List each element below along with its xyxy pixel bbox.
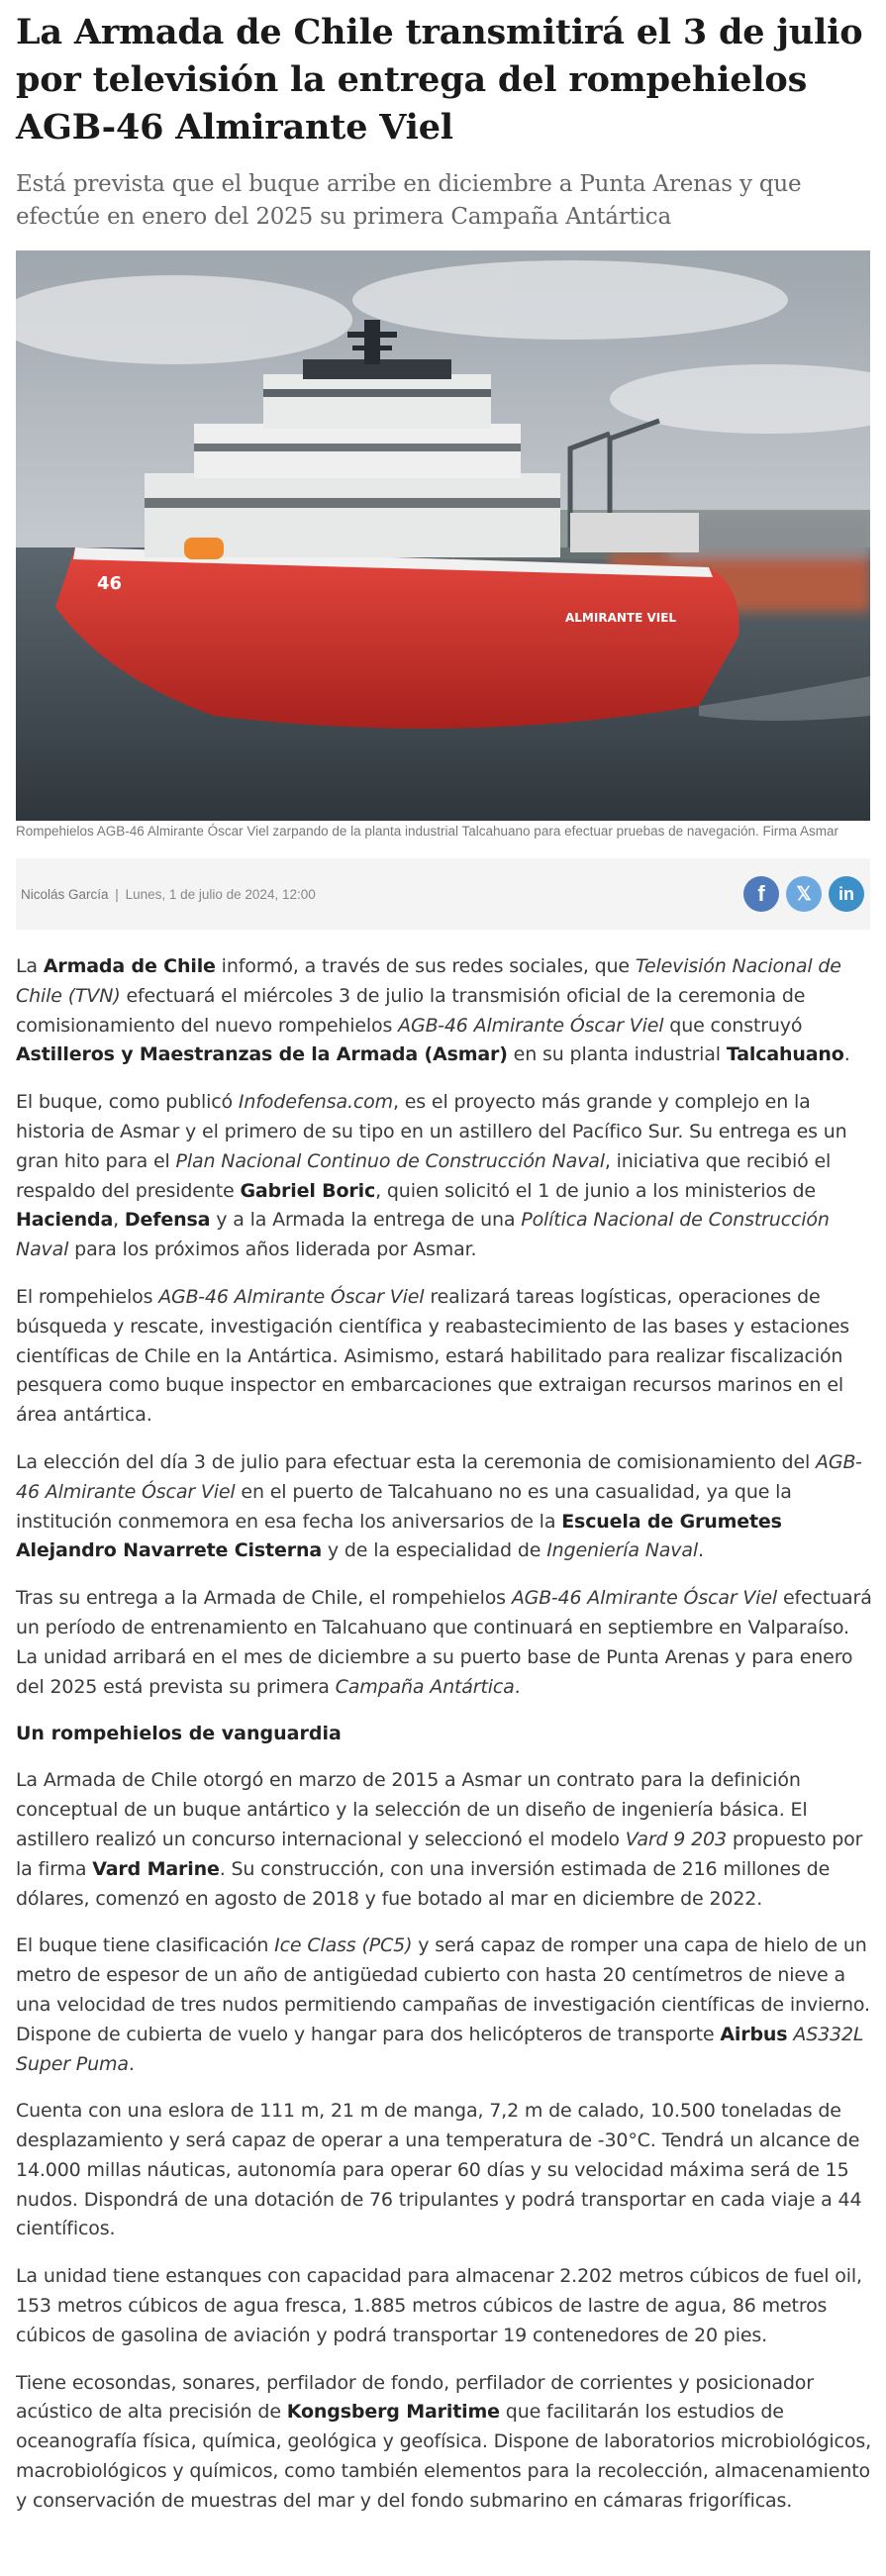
bold-text: Airbus bbox=[720, 2023, 788, 2045]
article-title: La Armada de Chile transmitirá el 3 de julio por televisión la entrega del rompehielos AGB-46 Almirante Viel bbox=[16, 12, 863, 148]
bold-text: Talcahuano bbox=[726, 1043, 844, 1066]
text-run: , iniciativa que recibió el respaldo del presidente bbox=[16, 1149, 832, 1202]
body-paragraph bbox=[16, 1088, 873, 1265]
text-run: . bbox=[128, 2052, 135, 2075]
facebook-share-button[interactable] bbox=[743, 876, 779, 912]
text-run: efectuará el miércoles 3 de julio la transmisión oficial de la ceremonia de comisionamiento del nuevo rompehielos bbox=[16, 984, 806, 1037]
text-run: El buque tiene clasificación bbox=[16, 1934, 275, 1957]
text-run: La bbox=[16, 955, 44, 977]
text-run: . bbox=[514, 1675, 521, 1698]
bold-text: Kongsberg Maritime bbox=[286, 2401, 500, 2424]
italic-text: Plan Nacional Continuo de Construcción Naval bbox=[175, 1149, 605, 1172]
text-run: en el puerto de Talcahuano no es una casualidad, ya que la institución conmemora en esa fecha los aniversarios de la bbox=[16, 1480, 792, 1533]
italic-text: Ice Class (PC5) bbox=[274, 1934, 413, 1957]
body-paragraph bbox=[16, 1584, 873, 1702]
ship-hull-number: 46 bbox=[97, 573, 123, 594]
text-run: Un rompehielos de vanguardia bbox=[16, 1723, 342, 1745]
bold-text: Armada de Chile bbox=[43, 955, 216, 977]
author-name[interactable]: Nicolás García bbox=[21, 886, 109, 902]
text-run: que facilitarán los estudios de oceanografía física, química, geológica y geofísica. Dispone de laboratorios microbiológicos, macrobiológicos y químicos, como también elementos para la recolección, almacenamiento y conservación de muestras del mar y del fondo submarino en cámaras frigoríficas. bbox=[16, 2401, 871, 2512]
text-run: efectuará un período de entrenamiento en Talcahuano que continuará en septiembre en Valparaíso. La unidad arribará en el mes de diciembre a su puerto base de Punta Arenas y para enero del 2025 está prevista su primera bbox=[16, 1587, 872, 1698]
bold-text: Defensa bbox=[124, 1209, 211, 1232]
body-paragraph bbox=[16, 2369, 873, 2517]
bold-text: Hacienda bbox=[16, 1209, 114, 1232]
text-run: La unidad tiene estanques con capacidad para almacenar 2.202 metros cúbicos de fuel oil, 153 metros cúbicos de agua fresca, 1.885 metros cúbicos de lastre de agua, 86 metros cúbicos de gasolina de aviación y podrá transportar 19 contenedores de 20 pies. bbox=[16, 2265, 862, 2346]
meta-separator: | bbox=[115, 886, 119, 902]
text-run: El rompehielos bbox=[16, 1285, 159, 1308]
text-run: y a la Armada la entrega de una bbox=[210, 1209, 522, 1232]
text-run: La elección del día 3 de julio para efectuar esta la ceremonia de comisionamiento del bbox=[16, 1450, 817, 1473]
italic-text: Política Nacional de Construcción Naval bbox=[16, 1209, 830, 1261]
body-paragraph bbox=[16, 1283, 873, 1431]
linkedin-icon: in bbox=[838, 883, 854, 904]
bold-text: Vard Marine bbox=[92, 1857, 220, 1880]
text-run: para los próximos años liderada por Asmar. bbox=[68, 1238, 477, 1261]
text-run: y será capaz de romper una capa de hielo de un metro de espesor de un año de antigüedad cubierto con hasta 20 centímetros de nieve a una velocidad de tres nudos permitiendo campañas de investigación científicas de invierno. Dispone de cubierta de vuelo y hangar para dos helicópteros de transporte bbox=[16, 1934, 870, 2045]
linkedin-share-button[interactable] bbox=[829, 876, 864, 912]
bold-text: Escuela de Grumetes Alejandro Navarrete Cisterna bbox=[16, 1510, 782, 1562]
italic-text: Vard 9 203 bbox=[625, 1828, 727, 1850]
x-share-button[interactable] bbox=[786, 876, 822, 912]
ship-name-text: ALMIRANTE VIEL bbox=[565, 611, 677, 625]
share-buttons bbox=[743, 876, 864, 912]
section-heading bbox=[16, 1720, 873, 1748]
text-run: que construyó bbox=[663, 1014, 803, 1037]
italic-text: AGB-46 Almirante Óscar Viel bbox=[16, 1450, 862, 1503]
text-run: , bbox=[113, 1209, 125, 1232]
article-figure bbox=[16, 250, 870, 840]
bold-text: Gabriel Boric bbox=[240, 1179, 376, 1202]
text-run: El buque, como publicó bbox=[16, 1091, 239, 1114]
italic-text: Campaña Antártica bbox=[335, 1675, 515, 1698]
italic-text: AS332L Super Puma bbox=[16, 2023, 864, 2075]
text-run: en su planta industrial bbox=[507, 1043, 727, 1066]
text-run: propuesto por la firma bbox=[16, 1828, 863, 1880]
text-run: , quien solicitó el 1 de junio a los ministerios de bbox=[375, 1179, 816, 1202]
article-meta-bar bbox=[16, 858, 870, 930]
text-run: La Armada de Chile otorgó en marzo de 2015 a Asmar un contrato para la definición conceptual de un buque antártico y la selección de un diseño de ingeniería básica. El astillero realizó un concurso internacional y seleccionó el modelo bbox=[16, 1769, 808, 1850]
text-run: . bbox=[698, 1539, 704, 1562]
article-subtitle: Está prevista que el buque arribe en diciembre a Punta Arenas y que efectúe en enero del 2025 su primera Campaña Antártica bbox=[16, 171, 802, 230]
text-run: Tras su entrega a la Armada de Chile, el rompehielos bbox=[16, 1587, 512, 1610]
facebook-icon: f bbox=[757, 881, 765, 906]
body-paragraph bbox=[16, 952, 873, 1070]
text-run: . Su construcción, con una inversión estimada de 216 millones de dólares, comenzó en agosto de 2018 y fue botado al mar en diciembre de 2022. bbox=[16, 1857, 831, 1910]
text-run: y de la especialidad de bbox=[322, 1539, 547, 1562]
body-paragraph bbox=[16, 2262, 873, 2350]
ship-photo bbox=[16, 250, 870, 821]
image-caption: Rompehielos AGB-46 Almirante Óscar Viel zarpando de la planta industrial Talcahuano para efectuar pruebas de navegación. Firma Asmar bbox=[16, 824, 838, 839]
text-run: informó, a través de sus redes sociales, que bbox=[215, 955, 636, 977]
italic-text: AGB-46 Almirante Óscar Viel bbox=[511, 1587, 778, 1610]
body-paragraph bbox=[16, 1766, 873, 1914]
italic-text: Televisión Nacional de Chile (TVN) bbox=[16, 955, 841, 1007]
bold-text: Astilleros y Maestranzas de la Armada (Asmar) bbox=[16, 1043, 508, 1066]
text-run: realizará tareas logísticas, operaciones de búsqueda y rescate, investigación científica y reabastecimiento de las bases y estaciones científicas de Chile en la Antártica. Asimismo, estará habilitado para realizar fiscalización pesquera como buque inspector en embarcaciones que extraigan recursos marinos en el área antártica. bbox=[16, 1285, 849, 1427]
publish-date: Lunes, 1 de julio de 2024, 12:00 bbox=[125, 886, 316, 902]
italic-text: Ingeniería Naval bbox=[546, 1539, 698, 1562]
text-run: , es el proyecto más grande y complejo en la historia de Asmar y el primero de su tipo en un astillero del Pacífico Sur. Su entrega es un gran hito para el bbox=[16, 1091, 847, 1172]
text-run: . bbox=[843, 1043, 850, 1066]
text-run: Cuenta con una eslora de 111 m, 21 m de manga, 7,2 m de calado, 10.500 toneladas de desplazamiento y será capaz de operar a una temperatura de -30°C. Tendrá un alcance de 14.000 millas náuticas, autonomía para operar 60 días y su velocidad máxima será de 15 nudos. Dispondrá de una dotación de 76 tripulantes y podrá transportar en cada viaje a 44 científicos. bbox=[16, 2100, 862, 2240]
text-run: Tiene ecosondas, sonares, perfilador de fondo, perfilador de corrientes y posicionador acústico de alta precisión de bbox=[16, 2371, 814, 2424]
italic-text: AGB-46 Almirante Óscar Viel bbox=[158, 1285, 425, 1308]
body-paragraph bbox=[16, 2097, 873, 2244]
body-paragraph bbox=[16, 1448, 873, 1566]
x-icon: 𝕏 bbox=[796, 883, 812, 905]
italic-text: AGB-46 Almirante Óscar Viel bbox=[398, 1014, 664, 1037]
article-byline bbox=[21, 887, 316, 902]
body-paragraph bbox=[16, 1932, 873, 2079]
italic-text: Infodefensa.com bbox=[238, 1091, 393, 1114]
article-body bbox=[16, 952, 873, 2517]
